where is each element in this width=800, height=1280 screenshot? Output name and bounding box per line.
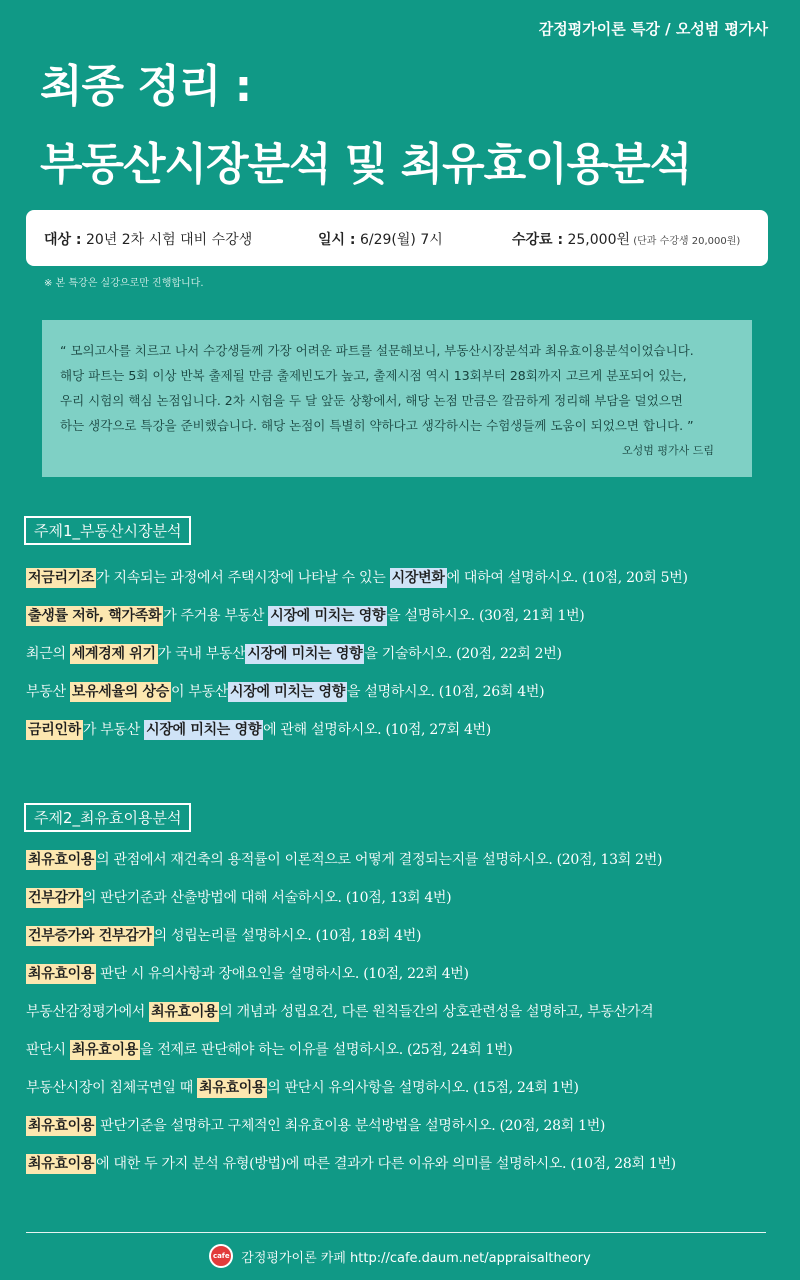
page-title-line2: 부동산시장분석 및 최유효이용분석	[40, 139, 692, 190]
section1-label: 주제1_부동산시장분석	[24, 516, 191, 545]
quote-line: “ 모의고사를 치르고 나서 수강생들께 가장 어려운 파트를 설문해보니, 부동산시장분석과 최유효이용분석이었습니다.	[60, 343, 694, 358]
course-subtitle: 감정평가이론 특강 / 오성범 평가사	[538, 20, 768, 38]
question-text: 부동산시장이 침체국면일 때	[26, 1080, 198, 1096]
highlight-keyword: 세계경제 위기	[71, 646, 156, 662]
highlight-keyword: 최유효이용	[28, 1156, 95, 1172]
question-text: 부동산	[26, 684, 70, 700]
question-text: 판단 시 유의사항과 장애요인을 설명하시오. (10점, 22회 4번)	[96, 966, 469, 982]
highlight-keyword: 최유효이용	[151, 1004, 218, 1020]
highlight-keyword: 시장에 미치는 영향	[230, 684, 345, 700]
question-text: 의 판단시 유의사항을 설명하시오. (15점, 24회 1번)	[267, 1080, 579, 1096]
question-item	[26, 1107, 786, 1145]
date-info	[318, 229, 443, 249]
cafe-link[interactable]: 감정평가이론 카페 http://cafe.daum.net/appraisaltheory	[241, 1250, 591, 1266]
question-text: 에 대하여 설명하시오. (10점, 20회 5번)	[446, 570, 688, 586]
question-item	[26, 597, 786, 635]
highlight-keyword: 시장에 미치는 영향	[247, 646, 363, 662]
quote-line: 하는 생각으로 특강을 준비했습니다. 해당 논점이 특별히 약하다고 생각하시는 수험생들께 도움이 되었으면 합니다. ”	[60, 418, 694, 433]
highlight-keyword: 건부증가와 건부감가	[28, 928, 152, 944]
highlight-keyword: 보유세율의 상승	[71, 684, 169, 700]
footer	[0, 1244, 800, 1268]
question-text: 최근의	[26, 646, 70, 662]
page-title-line1: 최종 정리 :	[40, 61, 252, 112]
highlight-keyword: 최유효이용	[28, 966, 95, 982]
question-text: 의 관점에서 재건축의 용적률이 이론적으로 어떻게 결정되는지를 설명하시오. (20점, 13회 2번)	[96, 852, 663, 868]
highlight-keyword: 최유효이용	[71, 1042, 138, 1058]
question-text: 가 부동산	[82, 722, 145, 738]
question-item	[26, 1031, 786, 1069]
date-value: 6/29(월) 7시	[355, 232, 443, 248]
question-text: 을 기술하시오. (20점, 22회 2번)	[364, 646, 562, 662]
question-text: 을 전제로 판단해야 하는 이유를 설명하시오. (25점, 24회 1번)	[139, 1042, 513, 1058]
date-label: 일시 :	[318, 232, 356, 248]
highlight-keyword: 시장변화	[391, 570, 445, 586]
question-text: 을 설명하시오. (10점, 26회 4번)	[346, 684, 545, 700]
highlight-keyword: 출생률 저하, 핵가족화	[28, 608, 162, 624]
question-item	[26, 841, 786, 879]
instructor-quote	[42, 320, 752, 477]
cafe-icon: cafe	[209, 1244, 233, 1268]
footer-divider	[26, 1232, 766, 1233]
question-text: 판단기준을 설명하고 구체적인 최유효이용 분석방법을 설명하시오. (20점, 28회 1번)	[96, 1118, 606, 1134]
question-item	[26, 635, 786, 673]
section2-label: 주제2_최유효이용분석	[24, 803, 191, 832]
question-text: 가 주거용 부동산	[163, 608, 269, 624]
question-item	[26, 993, 786, 1031]
question-item	[26, 917, 786, 955]
notice-text: ※ 본 특강은 실강으로만 진행합니다.	[44, 278, 204, 289]
highlight-keyword: 시장에 미치는 영향	[270, 608, 386, 624]
fee-note: (단과 수강생 20,000원)	[630, 236, 741, 247]
question-item	[26, 559, 786, 597]
question-text: 에 관해 설명하시오. (10점, 27회 4번)	[263, 722, 491, 738]
target-label: 대상 :	[44, 232, 82, 248]
highlight-keyword: 최유효이용	[28, 852, 95, 868]
question-text: 에 대한 두 가지 분석 유형(방법)에 따른 결과가 다른 이유와 의미를 설명하시오. (10점, 28회 1번)	[96, 1156, 676, 1172]
highlight-keyword: 건부감가	[28, 890, 81, 906]
target-info	[44, 229, 252, 249]
question-text: 가 국내 부동산	[157, 646, 246, 662]
question-text: 부동산감정평가에서	[26, 1004, 150, 1020]
question-text: 의 성립논리를 설명하시오. (10점, 18회 4번)	[153, 928, 422, 944]
highlight-keyword: 금리인하	[28, 722, 81, 738]
question-text: 의 개념과 성립요건, 다른 원칙들간의 상호관련성을 설명하고, 부동산가격	[219, 1004, 654, 1020]
fee-info	[512, 229, 740, 249]
highlight-keyword: 최유효이용	[199, 1080, 266, 1096]
fee-value: 25,000원	[563, 232, 631, 248]
quote-line: 해당 파트는 5회 이상 반복 출제될 만큼 출제빈도가 높고, 출제시점 역시 13회부터 28회까지 고르게 분포되어 있는,	[60, 368, 687, 383]
question-item	[26, 955, 786, 993]
question-item	[26, 879, 786, 917]
question-text: 이 부동산	[170, 684, 229, 700]
quote-signer: 오성범 평가사 드림	[621, 444, 714, 457]
question-text: 을 설명하시오. (30점, 21회 1번)	[387, 608, 585, 624]
section2-questions	[26, 841, 786, 1183]
section1-questions	[26, 559, 786, 749]
highlight-keyword: 시장에 미치는 영향	[146, 722, 262, 738]
question-text: 의 판단기준과 산출방법에 대해 서술하시오. (10점, 13회 4번)	[82, 890, 452, 906]
question-item	[26, 711, 786, 749]
question-item	[26, 673, 786, 711]
fee-label: 수강료 :	[512, 232, 564, 248]
quote-line: 우리 시험의 핵심 논점입니다. 2차 시험을 두 달 앞둔 상황에서, 해당 논점 만큼은 깔끔하게 정리해 부담을 덜었으면	[60, 393, 683, 408]
question-item	[26, 1145, 786, 1183]
question-text: 판단시	[26, 1042, 70, 1058]
course-info-box	[26, 210, 768, 266]
question-item	[26, 1069, 786, 1107]
question-text: 가 지속되는 과정에서 주택시장에 나타날 수 있는	[96, 570, 390, 586]
highlight-keyword: 최유효이용	[28, 1118, 95, 1134]
highlight-keyword: 저금리기조	[28, 570, 95, 586]
target-value: 20년 2차 시험 대비 수강생	[81, 232, 253, 248]
